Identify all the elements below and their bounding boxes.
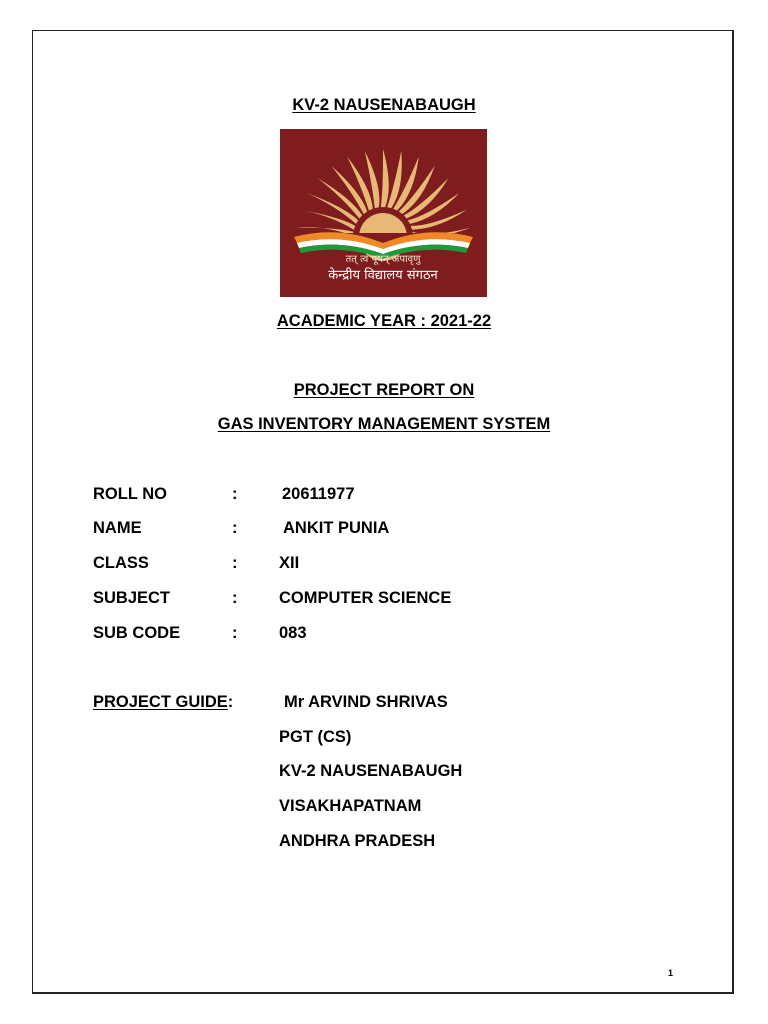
guide-label-row: [93, 692, 233, 712]
sun-ray: [307, 193, 358, 224]
kvs-emblem-icon: [280, 129, 487, 297]
detail-separator: :: [232, 519, 238, 537]
guide-line: KV-2 NAUSENABAUGH: [279, 762, 463, 780]
guide-name: Mr ARVIND SHRIVAS: [284, 693, 448, 711]
school-title: KV-2 NAUSENABAUGH: [292, 96, 476, 114]
report-heading: PROJECT REPORT ON: [293, 381, 475, 399]
guide-separator: :: [227, 693, 234, 711]
guide-label: PROJECT GUIDE: [93, 693, 228, 711]
detail-label: SUB CODE: [93, 624, 181, 642]
detail-label: SUBJECT: [93, 589, 171, 607]
detail-separator: :: [232, 589, 238, 607]
sun-ray: [381, 149, 389, 207]
guide-line: PGT (CS): [279, 728, 352, 746]
page-number: 1: [668, 968, 674, 978]
detail-separator: :: [232, 624, 238, 642]
detail-label: NAME: [93, 519, 142, 537]
project-title: GAS INVENTORY MANAGEMENT SYSTEM: [217, 415, 551, 433]
detail-separator: :: [232, 554, 238, 572]
detail-value: COMPUTER SCIENCE: [279, 589, 452, 607]
detail-value: XII: [279, 554, 300, 572]
detail-separator: :: [232, 485, 238, 503]
guide-line: ANDHRA PRADESH: [279, 832, 436, 850]
kvs-logo: [280, 129, 487, 297]
guide-line: VISAKHAPATNAM: [279, 797, 422, 815]
academic-year: ACADEMIC YEAR : 2021-22: [276, 312, 492, 330]
detail-value: 083: [279, 624, 307, 642]
logo-motto: तत् त्वं पूषन् अपावृणु: [345, 254, 421, 265]
detail-value: ANKIT PUNIA: [283, 519, 390, 537]
detail-label: CLASS: [93, 554, 149, 572]
detail-value: 20611977: [282, 485, 355, 503]
logo-name: केन्द्रीय विद्यालय संगठन: [328, 268, 438, 283]
detail-label: ROLL NO: [93, 485, 167, 503]
